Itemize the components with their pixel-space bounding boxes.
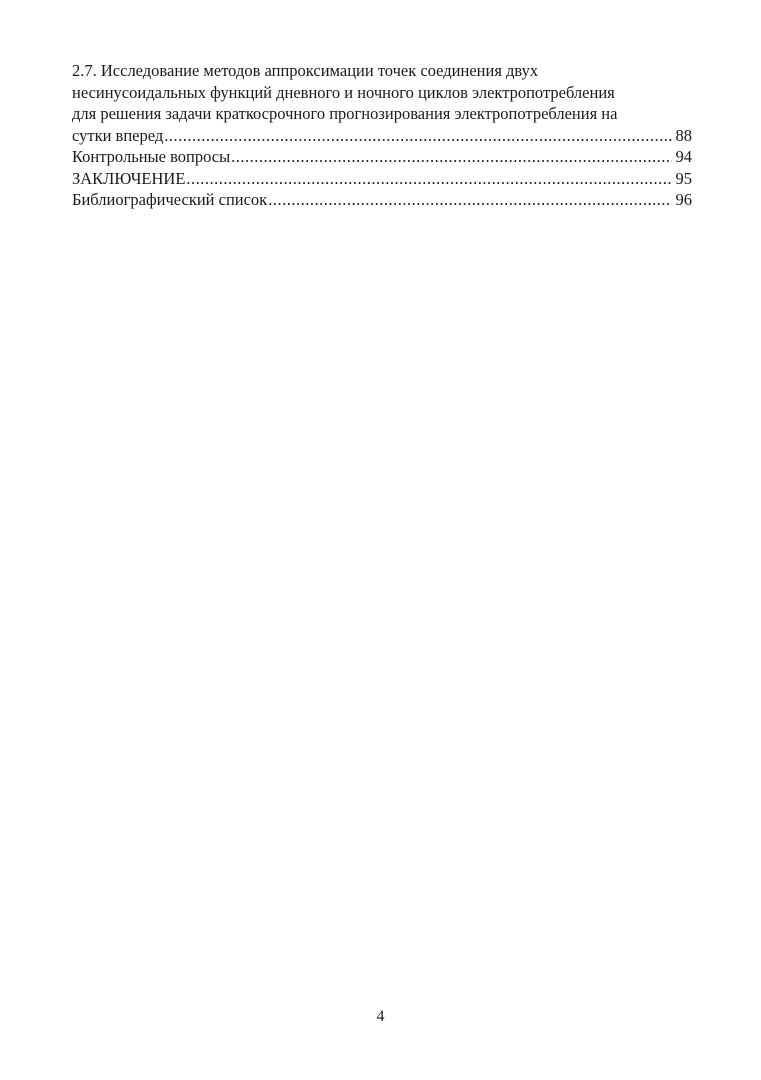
toc-entry-final-line: [72, 189, 692, 211]
toc-entry-title: сутки вперед: [72, 125, 164, 145]
toc-entry-title: Библиографический список: [72, 190, 268, 209]
toc-page-number: 95: [675, 168, 692, 188]
toc-page-number: 88: [675, 125, 692, 145]
toc-entry-control-questions[interactable]: [72, 146, 692, 168]
toc-entry-bibliography[interactable]: [72, 189, 692, 211]
table-of-contents: [72, 60, 692, 211]
toc-entry-line: 2.7. Исследование методов аппроксимации точек соединения двух: [72, 61, 539, 80]
toc-entry-final-line: [72, 168, 692, 190]
toc-entry-title: Контрольные вопросы: [72, 147, 231, 166]
page-number: 4: [376, 1008, 385, 1025]
toc-entry-2-7[interactable]: [72, 60, 692, 146]
toc-entry-line: для решения задачи краткосрочного прогнозирования электропотребления на: [72, 104, 618, 123]
toc-entry-line: несинусоидальных функций дневного и ночного циклов электропотребления: [72, 82, 615, 102]
dot-leader: [268, 189, 672, 211]
dot-leader: [231, 146, 672, 168]
toc-entry-final-line: [72, 125, 692, 147]
toc-page-number: 94: [675, 147, 692, 166]
toc-entry-conclusion[interactable]: [72, 168, 692, 190]
toc-page-number: 96: [675, 190, 692, 209]
toc-entry-final-line: [72, 146, 692, 168]
toc-entry-title: ЗАКЛЮЧЕНИЕ: [72, 168, 186, 188]
dot-leader: [164, 125, 672, 147]
dot-leader: [186, 168, 672, 190]
